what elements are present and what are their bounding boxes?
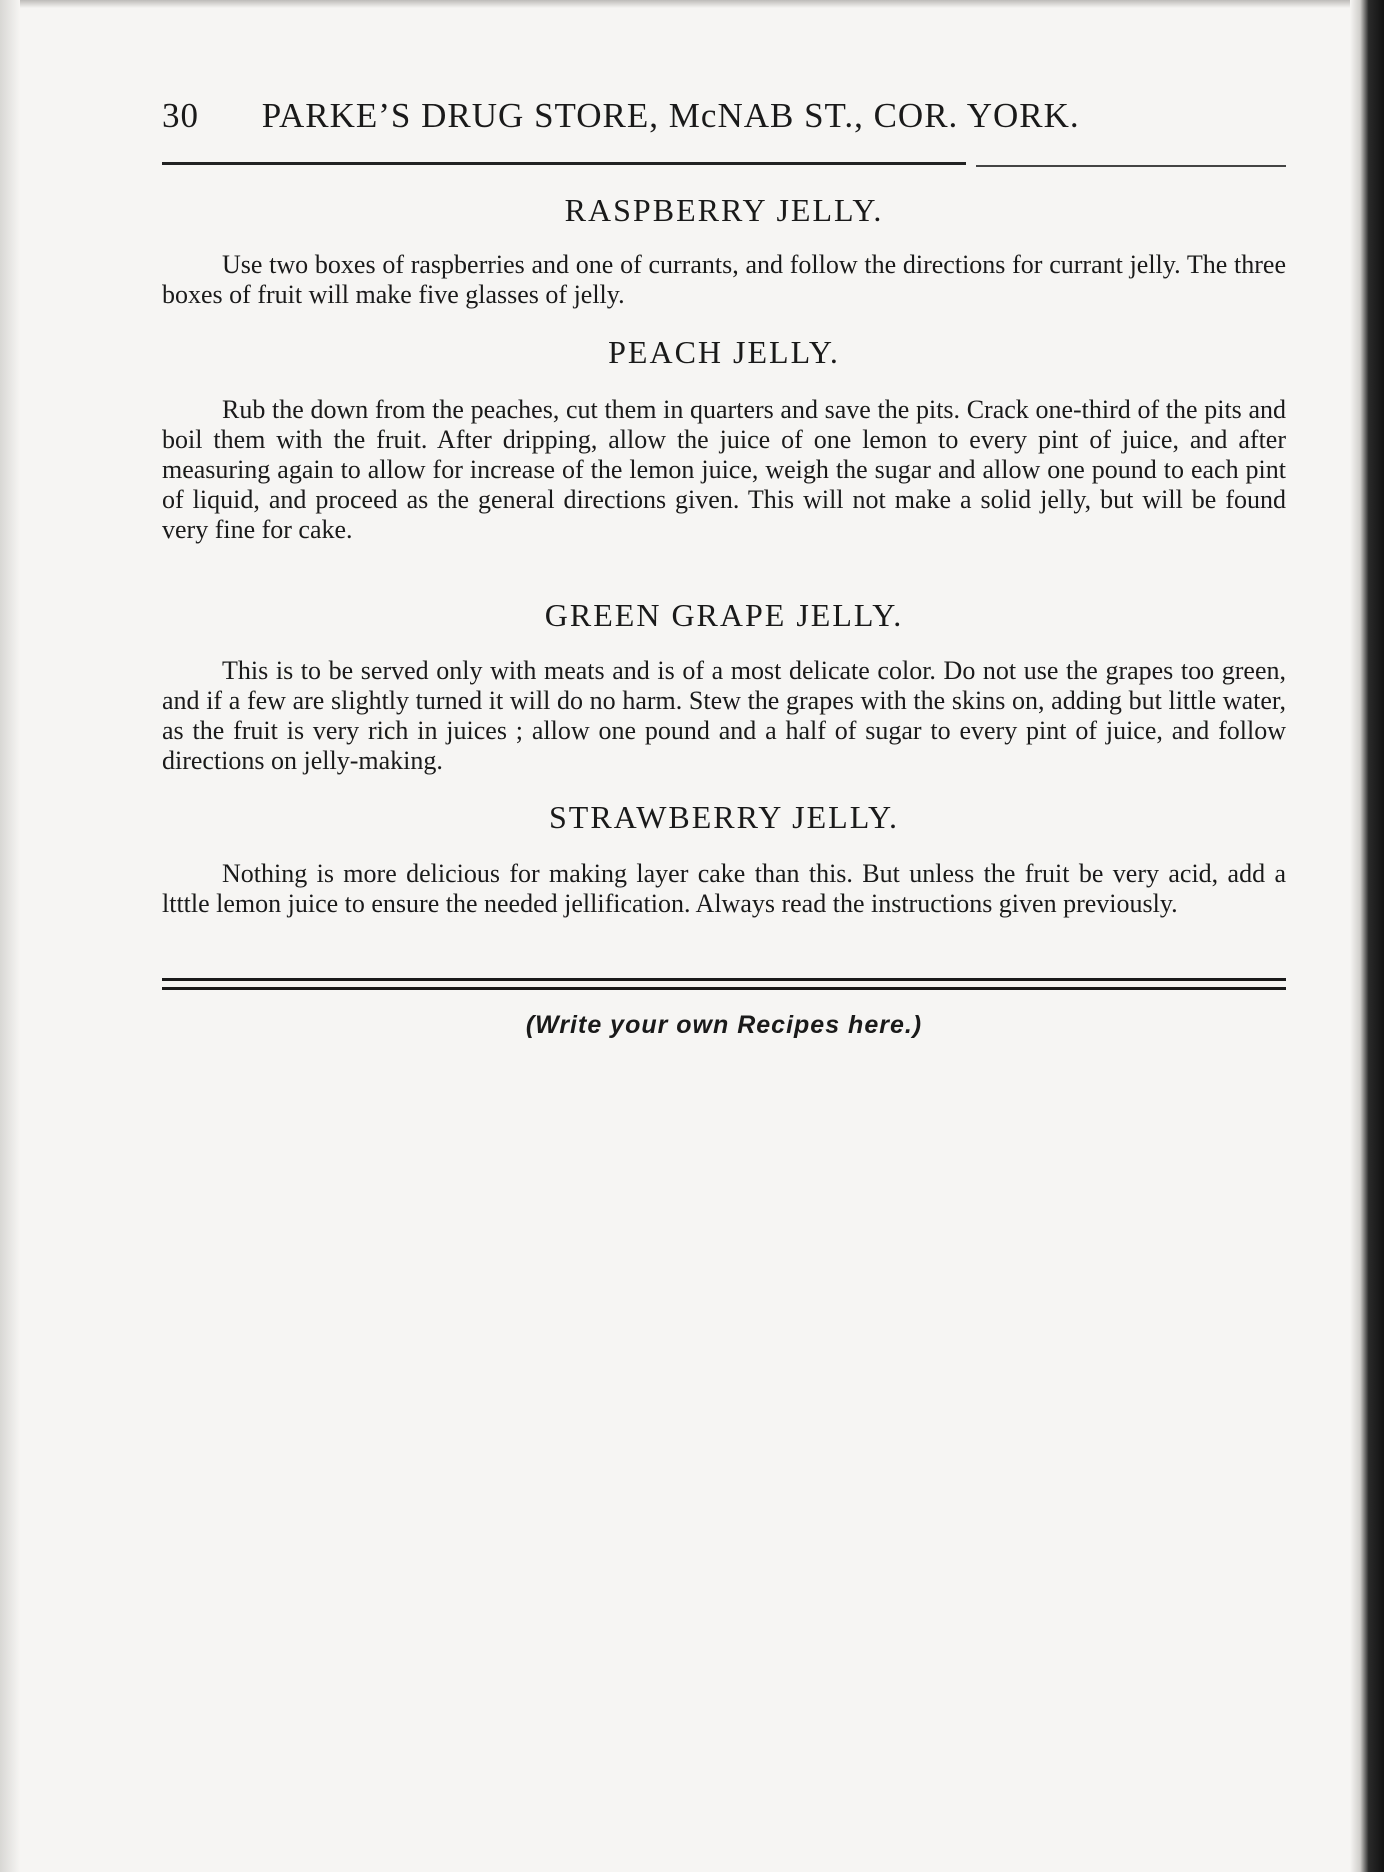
section-heading-green-grape: GREEN GRAPE JELLY. — [544, 597, 904, 633]
footer-rule-upper — [162, 978, 1286, 981]
section-heading-strawberry: STRAWBERRY JELLY. — [548, 799, 900, 835]
section-heading-peach: PEACH JELLY. — [608, 334, 840, 370]
page-left-edge — [0, 0, 20, 1872]
header-rule — [162, 162, 966, 165]
running-head — [162, 96, 1282, 136]
page-top-edge — [0, 0, 1384, 8]
footer-rule-lower — [162, 987, 1286, 990]
section-text-peach: Rub the down from the peaches, cut them in quarters and save the pits. Crack one-third of the pits and boil them with the fruit. After dripping, allow the juice of one lemon to every pint of juice, and after measuring again to allow for increase of the lemon juice, weigh the sugar and allow one pound to each pint of liquid, and proceed as the general directions given. This will not make a solid jelly, but will be found very fine for cake. — [162, 395, 1286, 544]
page-number: 30 — [162, 96, 199, 135]
section-text-raspberry: Use two boxes of raspberries and one of currants, and follow the directions for currant jelly. The three boxes of fruit will make five glasses of jelly. — [162, 250, 1286, 309]
running-head-title: PARKE’S DRUG STORE, McNAB ST., COR. YORK. — [261, 96, 1080, 135]
section-text-strawberry: Nothing is more delicious for making layer cake than this. But unless the fruit be very acid, add a ltttle lemon juice to ensure the needed jellification. Always read the instructions given previously. — [162, 859, 1286, 918]
header-rule-right — [976, 165, 1286, 167]
write-recipes-note: (Write your own Recipes here.) — [525, 1011, 923, 1039]
section-text-green-grape: This is to be served only with meats and is of a most delicate color. Do not use the grapes too green, and if a few are slightly turned it will do no harm. Stew the grapes with the skins on, adding but little water, as the fruit is very rich in juices ; allow one pound and a half of sugar to every pint of juice, and follow directions on jelly-making. — [162, 656, 1286, 775]
section-heading-raspberry: RASPBERRY JELLY. — [564, 192, 884, 228]
book-binding-edge — [1350, 0, 1384, 1872]
